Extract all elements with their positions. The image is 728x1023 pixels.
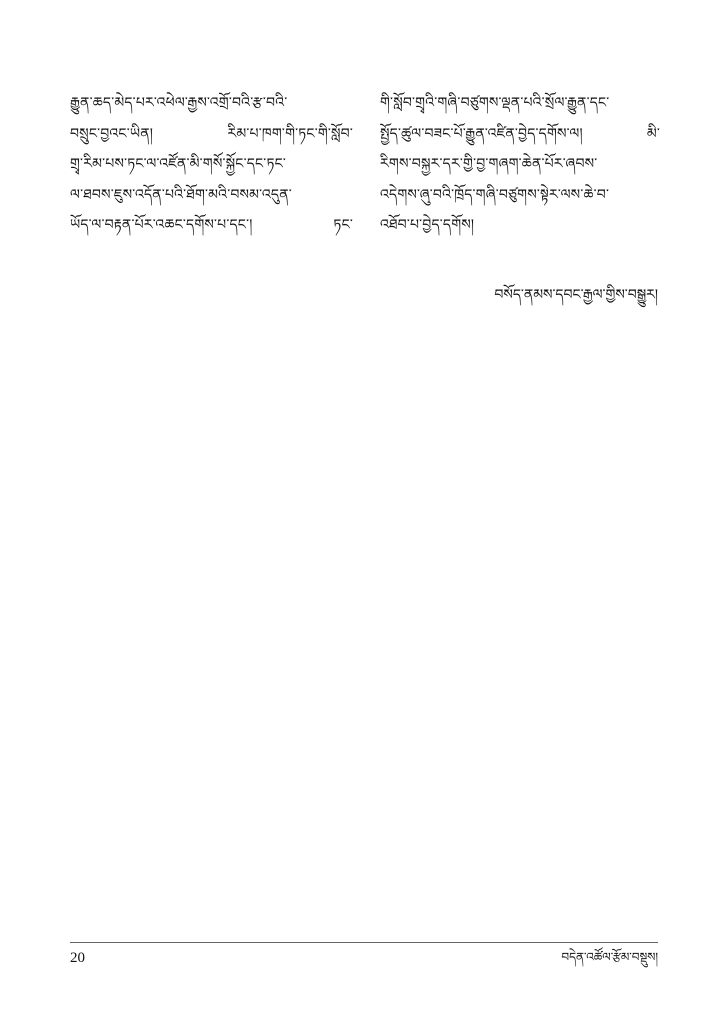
paragraph-line: འཐོབ་པ་བྱེད་དགོས། [380, 217, 475, 233]
paragraph-line: གྲྭ་རིམ་པས་ཏང་ལ་འཛོན་མི་གསོ་སྐྱོང་དང་ཏང་ [70, 156, 287, 172]
right-text-column [380, 88, 660, 241]
paragraph-line: སྤྱོད་ཚུལ་བཟང་པོ་རྒྱུན་འཛིན་བྱེད་དགོས་ལ། མི་ [380, 125, 660, 142]
paragraph-line: ཡོད་ལ་བརྟན་པོར་འཆང་དགོས་པ་དང་། ཏང་ [70, 217, 353, 233]
left-text-column [70, 88, 353, 241]
translator-credit: བསོད་ནམས་དབང་རྒྱལ་གྱིས་བསྒྱུར། [494, 287, 658, 303]
paragraph-line: བསྲུང་བྱའང་ཡིན། རིམ་པ་ཁག་གི་ཏང་གི་སློབ་ [70, 125, 353, 142]
page-number: 20 [70, 950, 85, 966]
paragraph-line: འདེགས་ཞུ་བའི་ཁྲོད་གཞི་བཙུགས་སྟེར་ལས་ཆེ་བ་ [380, 186, 610, 203]
paragraph-line: རིགས་བསྐྱར་དར་གྱི་བྱ་གཞག་ཆེན་པོར་ཞབས་ [380, 156, 598, 172]
footer-divider [70, 942, 658, 943]
paragraph-line: གི་སློབ་གྲྭའི་གཞི་བཙུགས་ལྡན་པའི་སྲོལ་རྒྱུན་དང་ [380, 95, 610, 111]
paragraph-line: ལ་ཐབས་ཇུས་འདོན་པའི་ཐོག་མའི་བསམ་འདུན་ [70, 186, 292, 203]
running-title: བདེན་འཚོལ་རྩོམ་བསྡུས། [561, 950, 658, 964]
paragraph-line: རྒྱུན་ཆད་མེད་པར་འཕེལ་རྒྱས་འགྲོ་བའི་རྩ་བའི་ [70, 95, 288, 111]
